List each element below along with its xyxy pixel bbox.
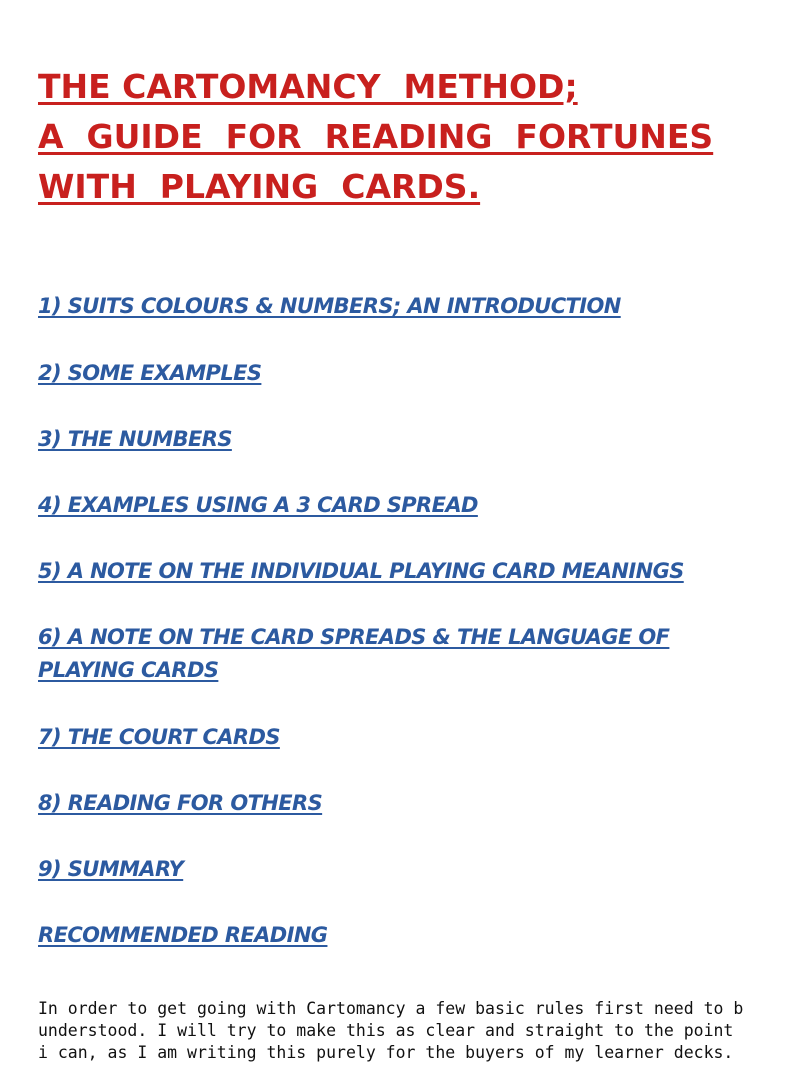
intro-line-3: i can, as I am writing this purely for the buyers of my learner decks.	[38, 1043, 734, 1062]
toc-link-court-cards[interactable]: 7) THE COURT CARDS	[38, 725, 280, 749]
toc-link-suits-colours-numbers[interactable]: 1) SUITS COLOURS & NUMBERS; AN INTRODUCTION	[38, 294, 621, 318]
toc-link-recommended-reading[interactable]: RECOMMENDED READING	[38, 923, 328, 947]
title-line-1: THE CARTOMANCY METHOD;	[38, 67, 578, 106]
toc-link-card-meanings[interactable]: 5) A NOTE ON THE INDIVIDUAL PLAYING CARD MEANINGS	[38, 559, 684, 583]
toc-link-card-spreads-language-cont[interactable]: PLAYING CARDS	[38, 658, 219, 682]
intro-line-1: In order to get going with Cartomancy a few basic rules first need to b	[38, 999, 744, 1018]
document-title	[38, 62, 713, 212]
toc-link-some-examples[interactable]: 2) SOME EXAMPLES	[38, 361, 262, 385]
title-line-2: A GUIDE FOR READING FORTUNES	[38, 117, 714, 156]
intro-paragraph	[38, 998, 794, 1064]
intro-line-2: understood. I will try to make this as clear and straight to the point	[38, 1021, 734, 1040]
toc-link-the-numbers[interactable]: 3) THE NUMBERS	[38, 427, 232, 451]
toc-link-reading-for-others[interactable]: 8) READING FOR OTHERS	[38, 791, 323, 815]
toc-link-summary[interactable]: 9) SUMMARY	[38, 857, 184, 881]
title-line-3: WITH PLAYING CARDS.	[38, 167, 481, 206]
toc-link-3-card-spread[interactable]: 4) EXAMPLES USING A 3 CARD SPREAD	[38, 493, 478, 517]
toc-link-card-spreads-language[interactable]: 6) A NOTE ON THE CARD SPREADS & THE LANGUAGE OF	[38, 625, 670, 649]
